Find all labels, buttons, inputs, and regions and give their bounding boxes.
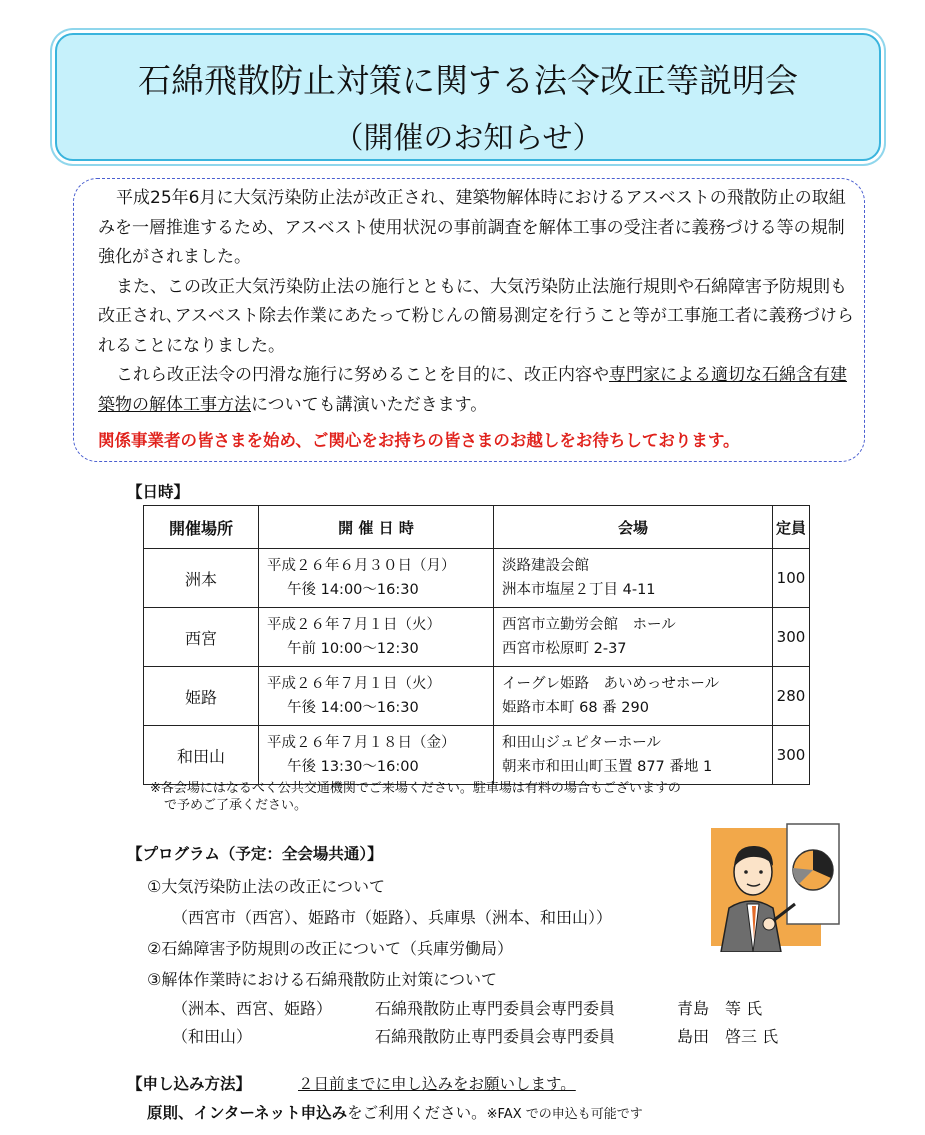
schedule-heading: 【日時】 — [127, 483, 190, 501]
col-place: 開催場所 — [144, 506, 259, 549]
speaker-name: 青島 等 氏 — [677, 999, 763, 1018]
table-row — [144, 667, 810, 726]
table-header-row — [144, 506, 810, 549]
table-row — [144, 608, 810, 667]
capacity-cell: 100 — [773, 549, 810, 608]
venue-cell: 淡路建設会館 洲本市塩屋２丁目 4-11 — [494, 549, 773, 608]
speaker-role: 石綿飛散防止専門委員会専門委員 — [375, 1027, 616, 1046]
datetime-cell: 平成２６年７月１日（火） 午前 10:00～12:30 — [259, 608, 494, 667]
intro-paragraph-3: これら改正法令の円滑な施行に努めることを目的に、改正内容や専門家による適切な石綿含有建築物の解体工事方法についても講演いただきます。 — [98, 365, 847, 415]
program-heading: 【プログラム（予定：全会場共通）】 — [127, 845, 383, 863]
table-row — [144, 549, 810, 608]
page-subtitle: （開催のお知らせ） — [333, 121, 603, 156]
apply-heading: 【申し込み方法】 — [127, 1075, 252, 1093]
capacity-cell: 300 — [773, 726, 810, 785]
program-item-1: ①大気汚染防止法の改正について — [147, 877, 386, 896]
place-cell: 洲本 — [144, 549, 259, 608]
place-cell: 姫路 — [144, 667, 259, 726]
schedule-table — [143, 505, 810, 785]
apply-method: 原則、インターネット申込みをご利用ください。※FAX での申込も可能です — [147, 1104, 643, 1122]
col-venue: 会場 — [494, 506, 773, 549]
program-item-3: ③解体作業時における石綿飛散防止対策について — [147, 970, 498, 989]
venue-cell: 和田山ジュピターホール 朝来市和田山町玉置 877 番地 1 — [494, 726, 773, 785]
datetime-cell: 平成２６年７月１日（火） 午後 14:00～16:30 — [259, 667, 494, 726]
intro-paragraph-2: また、この改正大気汚染防止法の施行とともに、大気汚染防止法施行規則や石綿障害予防規則も改正され､アスベスト除去作業にあたって粉じんの簡易測定を行うこと等が工事施工者に義務づけられることになりました。 — [98, 276, 854, 356]
title-banner — [55, 33, 881, 161]
intro-highlight: 関係事業者の皆さまを始め、ご関心をお持ちの皆さまのお越しをお待ちしております。 — [98, 431, 740, 450]
col-capacity: 定員 — [773, 506, 810, 549]
place-cell: 西宮 — [144, 608, 259, 667]
speaker-venues: （和田山） — [172, 1027, 253, 1046]
col-datetime: 開 催 日 時 — [259, 506, 494, 549]
page-title: 石綿飛散防止対策に関する法令改正等説明会 — [138, 61, 798, 100]
speaker-venues: （洲本、西宮、姫路） — [172, 999, 333, 1018]
datetime-cell: 平成２６年６月３０日（月） 午後 14:00～16:30 — [259, 549, 494, 608]
datetime-cell: 平成２６年７月１８日（金） 午後 13:30～16:00 — [259, 726, 494, 785]
place-cell: 和田山 — [144, 726, 259, 785]
intro-text — [98, 184, 858, 456]
intro-paragraph-1: 平成25年6月に大気汚染防止法が改正され、建築物解体時におけるアスベストの飛散防止の取組みを一層推進するため、アスベスト使用状況の事前調査を解体工事の受注者に義務づける等の規制強化がされました。 — [98, 188, 846, 267]
access-note: ※各会場にはなるべく公共交通機関でご来場ください。駐車場は有料の場合もございますの で予めご了承ください。 — [150, 781, 681, 813]
speaker-name: 島田 啓三 氏 — [677, 1027, 779, 1046]
expert-method-text: 専門家による適切な石綿含有建築物の解体工事方法 — [98, 365, 847, 415]
program-item-1-detail: （西宮市（西宮）、姫路市（姫路）、兵庫県（洲本、和田山）） — [172, 908, 613, 927]
capacity-cell: 280 — [773, 667, 810, 726]
presenter-illustration-icon — [703, 812, 843, 952]
speaker-role: 石綿飛散防止専門委員会専門委員 — [375, 999, 616, 1018]
apply-deadline: ２日前までに申し込みをお願いします。 — [298, 1075, 576, 1093]
table-row — [144, 726, 810, 785]
venue-cell: イーグレ姫路 あいめっせホール 姫路市本町 68 番 290 — [494, 667, 773, 726]
venue-cell: 西宮市立勤労会館 ホール 西宮市松原町 2-37 — [494, 608, 773, 667]
program-item-2: ②石綿障害予防規則の改正について（兵庫労働局） — [147, 939, 514, 958]
capacity-cell: 300 — [773, 608, 810, 667]
